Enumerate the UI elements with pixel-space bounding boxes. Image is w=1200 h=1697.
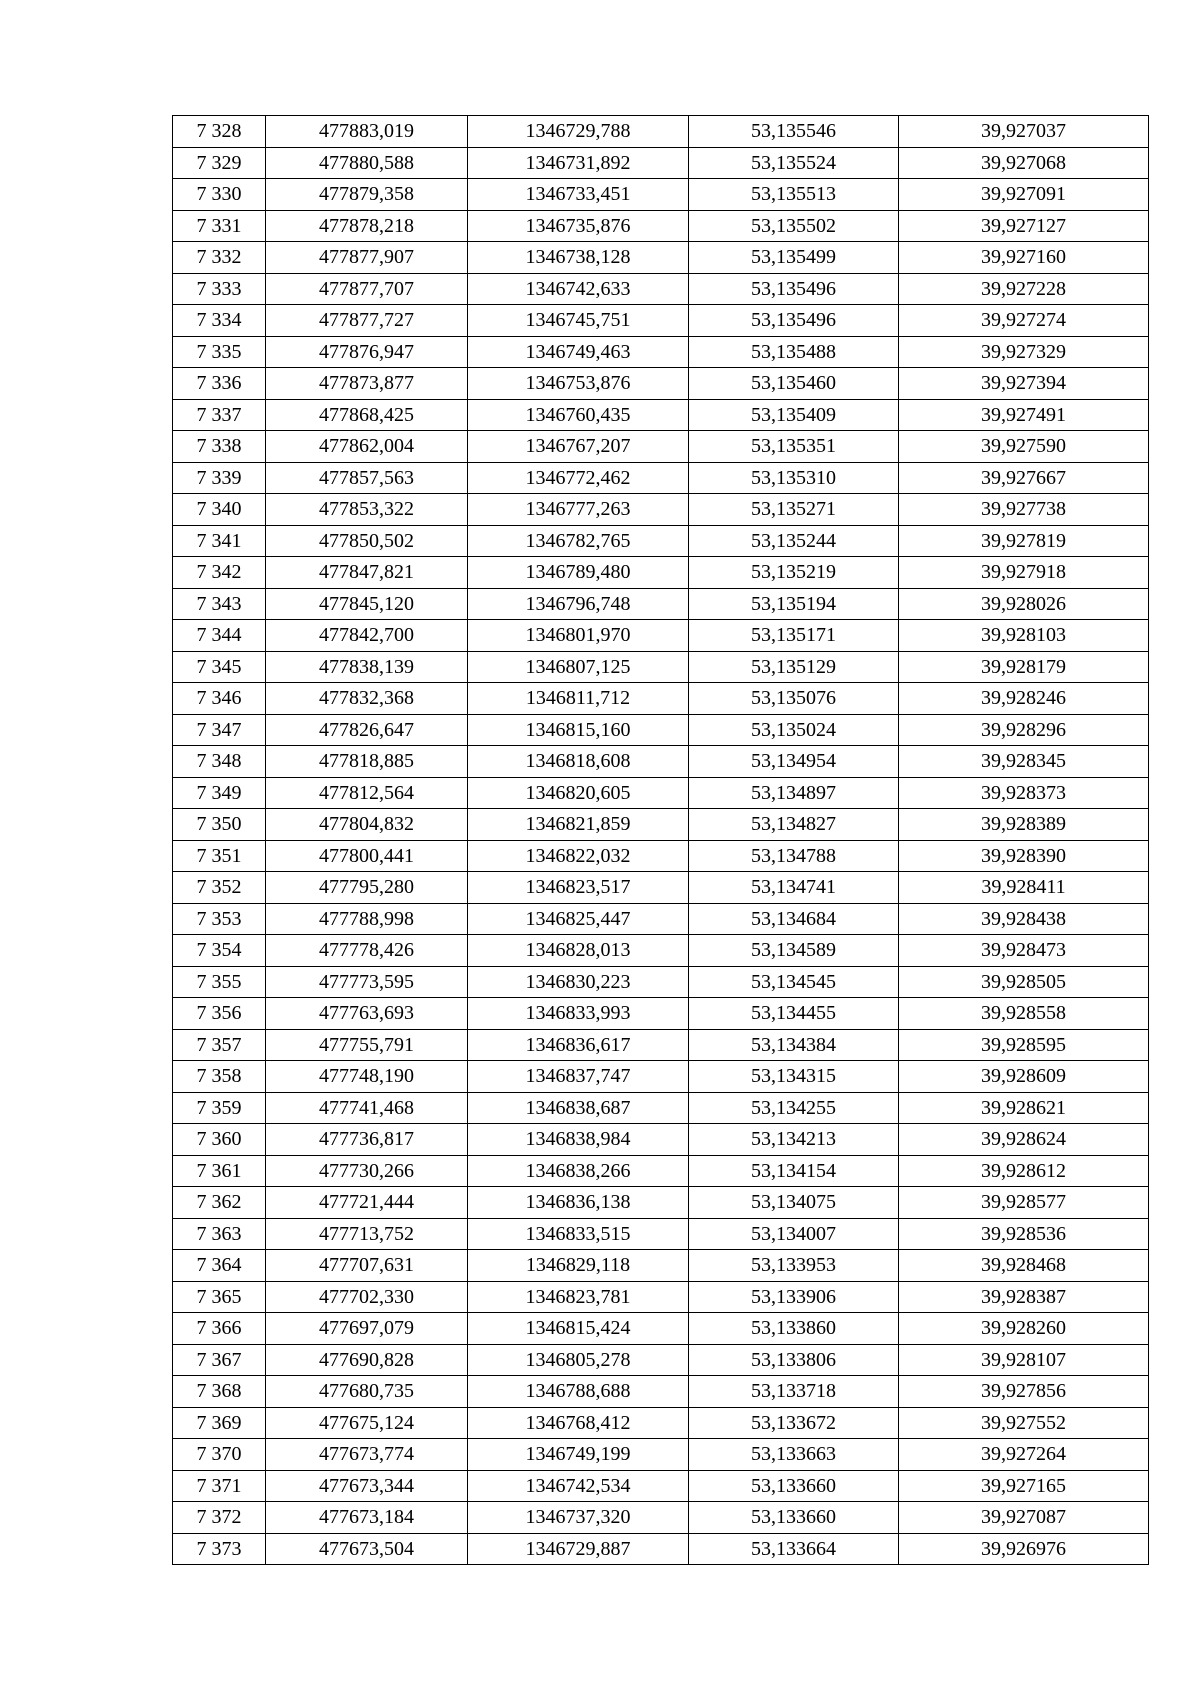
table-row (173, 1313, 1149, 1345)
table-row (173, 210, 1149, 242)
y-coordinate-cell: 1346823,517 (468, 872, 689, 904)
x-coordinate-cell: 477883,019 (266, 116, 468, 148)
point-number-cell: 7 363 (173, 1218, 266, 1250)
coordinates-table (172, 115, 1149, 1565)
x-coordinate-cell: 477879,358 (266, 179, 468, 211)
y-coordinate-cell: 1346801,970 (468, 620, 689, 652)
y-coordinate-cell: 1346818,608 (468, 746, 689, 778)
table-row (173, 966, 1149, 998)
y-coordinate-cell: 1346836,138 (468, 1187, 689, 1219)
y-coordinate-cell: 1346733,451 (468, 179, 689, 211)
latitude-cell: 53,135496 (689, 305, 899, 337)
table-row (173, 273, 1149, 305)
latitude-cell: 53,135460 (689, 368, 899, 400)
y-coordinate-cell: 1346745,751 (468, 305, 689, 337)
point-number-cell: 7 335 (173, 336, 266, 368)
point-number-cell: 7 352 (173, 872, 266, 904)
table-row (173, 557, 1149, 589)
longitude-cell: 39,928577 (899, 1187, 1149, 1219)
x-coordinate-cell: 477748,190 (266, 1061, 468, 1093)
point-number-cell: 7 329 (173, 147, 266, 179)
longitude-cell: 39,927228 (899, 273, 1149, 305)
longitude-cell: 39,928505 (899, 966, 1149, 998)
y-coordinate-cell: 1346735,876 (468, 210, 689, 242)
longitude-cell: 39,927037 (899, 116, 1149, 148)
table-row (173, 1502, 1149, 1534)
x-coordinate-cell: 477804,832 (266, 809, 468, 841)
point-number-cell: 7 355 (173, 966, 266, 998)
coordinates-table-body (173, 116, 1149, 1565)
y-coordinate-cell: 1346749,463 (468, 336, 689, 368)
y-coordinate-cell: 1346838,687 (468, 1092, 689, 1124)
x-coordinate-cell: 477826,647 (266, 714, 468, 746)
latitude-cell: 53,133953 (689, 1250, 899, 1282)
longitude-cell: 39,927087 (899, 1502, 1149, 1534)
latitude-cell: 53,135524 (689, 147, 899, 179)
y-coordinate-cell: 1346789,480 (468, 557, 689, 589)
y-coordinate-cell: 1346833,993 (468, 998, 689, 1030)
latitude-cell: 53,133663 (689, 1439, 899, 1471)
longitude-cell: 39,926976 (899, 1533, 1149, 1565)
point-number-cell: 7 343 (173, 588, 266, 620)
point-number-cell: 7 360 (173, 1124, 266, 1156)
latitude-cell: 53,133660 (689, 1470, 899, 1502)
latitude-cell: 53,134315 (689, 1061, 899, 1093)
longitude-cell: 39,928026 (899, 588, 1149, 620)
y-coordinate-cell: 1346760,435 (468, 399, 689, 431)
latitude-cell: 53,134007 (689, 1218, 899, 1250)
point-number-cell: 7 369 (173, 1407, 266, 1439)
x-coordinate-cell: 477845,120 (266, 588, 468, 620)
latitude-cell: 53,134545 (689, 966, 899, 998)
longitude-cell: 39,928373 (899, 777, 1149, 809)
table-row (173, 494, 1149, 526)
y-coordinate-cell: 1346805,278 (468, 1344, 689, 1376)
latitude-cell: 53,133718 (689, 1376, 899, 1408)
latitude-cell: 53,135194 (689, 588, 899, 620)
x-coordinate-cell: 477818,885 (266, 746, 468, 778)
latitude-cell: 53,134455 (689, 998, 899, 1030)
y-coordinate-cell: 1346767,207 (468, 431, 689, 463)
x-coordinate-cell: 477707,631 (266, 1250, 468, 1282)
table-row (173, 1218, 1149, 1250)
table-row (173, 368, 1149, 400)
point-number-cell: 7 350 (173, 809, 266, 841)
y-coordinate-cell: 1346742,534 (468, 1470, 689, 1502)
point-number-cell: 7 353 (173, 903, 266, 935)
y-coordinate-cell: 1346731,892 (468, 147, 689, 179)
longitude-cell: 39,928389 (899, 809, 1149, 841)
x-coordinate-cell: 477873,877 (266, 368, 468, 400)
point-number-cell: 7 339 (173, 462, 266, 494)
longitude-cell: 39,928107 (899, 1344, 1149, 1376)
x-coordinate-cell: 477702,330 (266, 1281, 468, 1313)
longitude-cell: 39,928296 (899, 714, 1149, 746)
x-coordinate-cell: 477877,907 (266, 242, 468, 274)
y-coordinate-cell: 1346838,266 (468, 1155, 689, 1187)
x-coordinate-cell: 477690,828 (266, 1344, 468, 1376)
y-coordinate-cell: 1346738,128 (468, 242, 689, 274)
table-row (173, 809, 1149, 841)
point-number-cell: 7 358 (173, 1061, 266, 1093)
x-coordinate-cell: 477857,563 (266, 462, 468, 494)
latitude-cell: 53,135351 (689, 431, 899, 463)
x-coordinate-cell: 477755,791 (266, 1029, 468, 1061)
x-coordinate-cell: 477673,184 (266, 1502, 468, 1534)
latitude-cell: 53,135546 (689, 116, 899, 148)
x-coordinate-cell: 477730,266 (266, 1155, 468, 1187)
table-row (173, 1470, 1149, 1502)
y-coordinate-cell: 1346821,859 (468, 809, 689, 841)
x-coordinate-cell: 477721,444 (266, 1187, 468, 1219)
point-number-cell: 7 347 (173, 714, 266, 746)
x-coordinate-cell: 477812,564 (266, 777, 468, 809)
latitude-cell: 53,135502 (689, 210, 899, 242)
table-row (173, 1376, 1149, 1408)
latitude-cell: 53,134741 (689, 872, 899, 904)
table-row (173, 242, 1149, 274)
table-row (173, 525, 1149, 557)
point-number-cell: 7 364 (173, 1250, 266, 1282)
x-coordinate-cell: 477680,735 (266, 1376, 468, 1408)
x-coordinate-cell: 477773,595 (266, 966, 468, 998)
latitude-cell: 53,134384 (689, 1029, 899, 1061)
latitude-cell: 53,133664 (689, 1533, 899, 1565)
longitude-cell: 39,927491 (899, 399, 1149, 431)
longitude-cell: 39,927394 (899, 368, 1149, 400)
x-coordinate-cell: 477842,700 (266, 620, 468, 652)
longitude-cell: 39,927274 (899, 305, 1149, 337)
table-row (173, 1281, 1149, 1313)
x-coordinate-cell: 477800,441 (266, 840, 468, 872)
x-coordinate-cell: 477763,693 (266, 998, 468, 1030)
table-row (173, 1533, 1149, 1565)
y-coordinate-cell: 1346737,320 (468, 1502, 689, 1534)
y-coordinate-cell: 1346788,688 (468, 1376, 689, 1408)
longitude-cell: 39,928387 (899, 1281, 1149, 1313)
longitude-cell: 39,928468 (899, 1250, 1149, 1282)
y-coordinate-cell: 1346742,633 (468, 273, 689, 305)
latitude-cell: 53,134154 (689, 1155, 899, 1187)
point-number-cell: 7 366 (173, 1313, 266, 1345)
latitude-cell: 53,135513 (689, 179, 899, 211)
longitude-cell: 39,927667 (899, 462, 1149, 494)
table-row (173, 1061, 1149, 1093)
longitude-cell: 39,927552 (899, 1407, 1149, 1439)
latitude-cell: 53,135076 (689, 683, 899, 715)
point-number-cell: 7 371 (173, 1470, 266, 1502)
point-number-cell: 7 365 (173, 1281, 266, 1313)
table-row (173, 872, 1149, 904)
x-coordinate-cell: 477880,588 (266, 147, 468, 179)
table-row (173, 1092, 1149, 1124)
longitude-cell: 39,928260 (899, 1313, 1149, 1345)
y-coordinate-cell: 1346729,788 (468, 116, 689, 148)
y-coordinate-cell: 1346828,013 (468, 935, 689, 967)
table-row (173, 683, 1149, 715)
x-coordinate-cell: 477736,817 (266, 1124, 468, 1156)
x-coordinate-cell: 477850,502 (266, 525, 468, 557)
point-number-cell: 7 330 (173, 179, 266, 211)
y-coordinate-cell: 1346815,160 (468, 714, 689, 746)
table-row (173, 1124, 1149, 1156)
longitude-cell: 39,928624 (899, 1124, 1149, 1156)
longitude-cell: 39,928438 (899, 903, 1149, 935)
point-number-cell: 7 328 (173, 116, 266, 148)
table-row (173, 714, 1149, 746)
table-row (173, 147, 1149, 179)
longitude-cell: 39,928179 (899, 651, 1149, 683)
longitude-cell: 39,928621 (899, 1092, 1149, 1124)
point-number-cell: 7 341 (173, 525, 266, 557)
point-number-cell: 7 356 (173, 998, 266, 1030)
point-number-cell: 7 331 (173, 210, 266, 242)
longitude-cell: 39,928411 (899, 872, 1149, 904)
latitude-cell: 53,133806 (689, 1344, 899, 1376)
table-row (173, 1250, 1149, 1282)
x-coordinate-cell: 477862,004 (266, 431, 468, 463)
point-number-cell: 7 337 (173, 399, 266, 431)
y-coordinate-cell: 1346837,747 (468, 1061, 689, 1093)
point-number-cell: 7 346 (173, 683, 266, 715)
longitude-cell: 39,928536 (899, 1218, 1149, 1250)
longitude-cell: 39,927068 (899, 147, 1149, 179)
point-number-cell: 7 348 (173, 746, 266, 778)
point-number-cell: 7 333 (173, 273, 266, 305)
table-row (173, 305, 1149, 337)
table-row (173, 903, 1149, 935)
latitude-cell: 53,134788 (689, 840, 899, 872)
point-number-cell: 7 354 (173, 935, 266, 967)
x-coordinate-cell: 477832,368 (266, 683, 468, 715)
longitude-cell: 39,928246 (899, 683, 1149, 715)
latitude-cell: 53,134075 (689, 1187, 899, 1219)
x-coordinate-cell: 477847,821 (266, 557, 468, 589)
table-row (173, 116, 1149, 148)
y-coordinate-cell: 1346836,617 (468, 1029, 689, 1061)
y-coordinate-cell: 1346823,781 (468, 1281, 689, 1313)
point-number-cell: 7 373 (173, 1533, 266, 1565)
table-row (173, 1187, 1149, 1219)
longitude-cell: 39,928345 (899, 746, 1149, 778)
y-coordinate-cell: 1346820,605 (468, 777, 689, 809)
y-coordinate-cell: 1346753,876 (468, 368, 689, 400)
x-coordinate-cell: 477838,139 (266, 651, 468, 683)
y-coordinate-cell: 1346838,984 (468, 1124, 689, 1156)
x-coordinate-cell: 477788,998 (266, 903, 468, 935)
latitude-cell: 53,135244 (689, 525, 899, 557)
y-coordinate-cell: 1346833,515 (468, 1218, 689, 1250)
table-row (173, 399, 1149, 431)
latitude-cell: 53,135409 (689, 399, 899, 431)
x-coordinate-cell: 477795,280 (266, 872, 468, 904)
point-number-cell: 7 372 (173, 1502, 266, 1534)
latitude-cell: 53,135271 (689, 494, 899, 526)
point-number-cell: 7 344 (173, 620, 266, 652)
table-row (173, 1344, 1149, 1376)
latitude-cell: 53,135024 (689, 714, 899, 746)
latitude-cell: 53,135499 (689, 242, 899, 274)
longitude-cell: 39,928558 (899, 998, 1149, 1030)
y-coordinate-cell: 1346811,712 (468, 683, 689, 715)
latitude-cell: 53,133672 (689, 1407, 899, 1439)
latitude-cell: 53,134827 (689, 809, 899, 841)
table-row (173, 588, 1149, 620)
point-number-cell: 7 357 (173, 1029, 266, 1061)
latitude-cell: 53,135171 (689, 620, 899, 652)
table-row (173, 746, 1149, 778)
table-row (173, 179, 1149, 211)
x-coordinate-cell: 477673,774 (266, 1439, 468, 1471)
x-coordinate-cell: 477741,468 (266, 1092, 468, 1124)
longitude-cell: 39,927329 (899, 336, 1149, 368)
y-coordinate-cell: 1346772,462 (468, 462, 689, 494)
y-coordinate-cell: 1346729,887 (468, 1533, 689, 1565)
point-number-cell: 7 338 (173, 431, 266, 463)
point-number-cell: 7 370 (173, 1439, 266, 1471)
point-number-cell: 7 359 (173, 1092, 266, 1124)
table-row (173, 840, 1149, 872)
longitude-cell: 39,927738 (899, 494, 1149, 526)
y-coordinate-cell: 1346825,447 (468, 903, 689, 935)
point-number-cell: 7 334 (173, 305, 266, 337)
point-number-cell: 7 367 (173, 1344, 266, 1376)
point-number-cell: 7 368 (173, 1376, 266, 1408)
latitude-cell: 53,134897 (689, 777, 899, 809)
point-number-cell: 7 362 (173, 1187, 266, 1219)
longitude-cell: 39,928103 (899, 620, 1149, 652)
longitude-cell: 39,927127 (899, 210, 1149, 242)
latitude-cell: 53,133660 (689, 1502, 899, 1534)
longitude-cell: 39,927264 (899, 1439, 1149, 1471)
y-coordinate-cell: 1346830,223 (468, 966, 689, 998)
latitude-cell: 53,134589 (689, 935, 899, 967)
x-coordinate-cell: 477853,322 (266, 494, 468, 526)
x-coordinate-cell: 477713,752 (266, 1218, 468, 1250)
longitude-cell: 39,927091 (899, 179, 1149, 211)
table-row (173, 1155, 1149, 1187)
point-number-cell: 7 345 (173, 651, 266, 683)
y-coordinate-cell: 1346782,765 (468, 525, 689, 557)
point-number-cell: 7 332 (173, 242, 266, 274)
longitude-cell: 39,927160 (899, 242, 1149, 274)
table-row (173, 651, 1149, 683)
x-coordinate-cell: 477675,124 (266, 1407, 468, 1439)
latitude-cell: 53,133906 (689, 1281, 899, 1313)
table-row (173, 336, 1149, 368)
x-coordinate-cell: 477673,504 (266, 1533, 468, 1565)
latitude-cell: 53,134255 (689, 1092, 899, 1124)
latitude-cell: 53,134684 (689, 903, 899, 935)
longitude-cell: 39,928390 (899, 840, 1149, 872)
longitude-cell: 39,927819 (899, 525, 1149, 557)
table-row (173, 1407, 1149, 1439)
x-coordinate-cell: 477878,218 (266, 210, 468, 242)
latitude-cell: 53,135488 (689, 336, 899, 368)
y-coordinate-cell: 1346815,424 (468, 1313, 689, 1345)
point-number-cell: 7 351 (173, 840, 266, 872)
table-row (173, 462, 1149, 494)
point-number-cell: 7 342 (173, 557, 266, 589)
longitude-cell: 39,928473 (899, 935, 1149, 967)
x-coordinate-cell: 477877,727 (266, 305, 468, 337)
point-number-cell: 7 361 (173, 1155, 266, 1187)
table-row (173, 777, 1149, 809)
longitude-cell: 39,927165 (899, 1470, 1149, 1502)
longitude-cell: 39,928595 (899, 1029, 1149, 1061)
latitude-cell: 53,134213 (689, 1124, 899, 1156)
latitude-cell: 53,135310 (689, 462, 899, 494)
longitude-cell: 39,928612 (899, 1155, 1149, 1187)
latitude-cell: 53,133860 (689, 1313, 899, 1345)
point-number-cell: 7 349 (173, 777, 266, 809)
point-number-cell: 7 340 (173, 494, 266, 526)
point-number-cell: 7 336 (173, 368, 266, 400)
x-coordinate-cell: 477876,947 (266, 336, 468, 368)
latitude-cell: 53,135219 (689, 557, 899, 589)
x-coordinate-cell: 477778,426 (266, 935, 468, 967)
table-row (173, 1029, 1149, 1061)
y-coordinate-cell: 1346768,412 (468, 1407, 689, 1439)
table-row (173, 1439, 1149, 1471)
latitude-cell: 53,134954 (689, 746, 899, 778)
table-row (173, 935, 1149, 967)
latitude-cell: 53,135496 (689, 273, 899, 305)
y-coordinate-cell: 1346829,118 (468, 1250, 689, 1282)
longitude-cell: 39,927918 (899, 557, 1149, 589)
longitude-cell: 39,928609 (899, 1061, 1149, 1093)
y-coordinate-cell: 1346822,032 (468, 840, 689, 872)
x-coordinate-cell: 477697,079 (266, 1313, 468, 1345)
y-coordinate-cell: 1346807,125 (468, 651, 689, 683)
y-coordinate-cell: 1346777,263 (468, 494, 689, 526)
table-row (173, 620, 1149, 652)
longitude-cell: 39,927590 (899, 431, 1149, 463)
table-row (173, 431, 1149, 463)
table-row (173, 998, 1149, 1030)
y-coordinate-cell: 1346749,199 (468, 1439, 689, 1471)
longitude-cell: 39,927856 (899, 1376, 1149, 1408)
x-coordinate-cell: 477673,344 (266, 1470, 468, 1502)
x-coordinate-cell: 477868,425 (266, 399, 468, 431)
x-coordinate-cell: 477877,707 (266, 273, 468, 305)
y-coordinate-cell: 1346796,748 (468, 588, 689, 620)
latitude-cell: 53,135129 (689, 651, 899, 683)
